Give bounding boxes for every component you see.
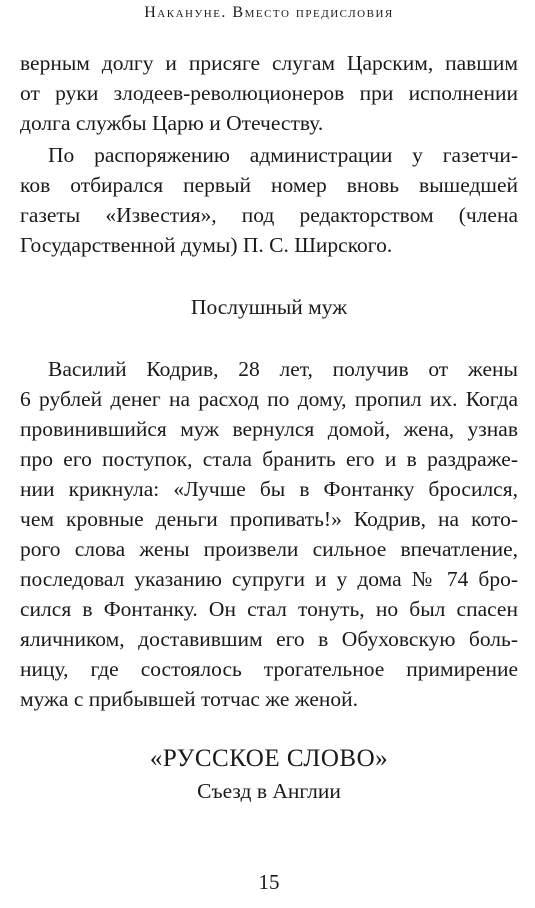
page-number: 15 bbox=[258, 870, 280, 894]
text-line: По распоряжению администрации у газетчи- bbox=[48, 143, 518, 167]
text-line: 6 рублей денег на расход по дому, пропил их. Когда bbox=[20, 387, 518, 411]
text-line: про его поступок, стала бранить его и в раздраже- bbox=[20, 447, 518, 471]
text-line: Государственной думы) П. С. Ширского. bbox=[20, 233, 393, 257]
text-line: Василий Кодрив, 28 лет, получив от жены bbox=[48, 357, 518, 381]
running-head: Накануне. Вместо предисловия bbox=[144, 4, 394, 21]
text-line: сился в Фонтанку. Он стал тонуть, но был спасен bbox=[20, 597, 518, 621]
text-line: ницу, где состоялось трогательное примирение bbox=[20, 657, 518, 681]
text-line: рого слова жены произвели сильное впечатление, bbox=[20, 537, 518, 561]
book-page bbox=[20, 0, 518, 908]
text-line: верным долгу и присяге слугам Царским, павшим bbox=[20, 51, 518, 75]
text-line: яличником, доставившим его в Обуховскую боль- bbox=[20, 627, 518, 651]
section-heading: Съезд в Англии bbox=[197, 779, 341, 803]
text-line: долга службы Царю и Отечеству. bbox=[20, 111, 324, 135]
text-line: ков отбирался первый номер вновь вышедшей bbox=[20, 173, 518, 197]
text-line: последовал указанию супруги и у дома № 74 бро- bbox=[20, 567, 518, 591]
section-heading: Послушный муж bbox=[190, 295, 348, 319]
text-line: нии крикнула: «Лучше бы в Фонтанку бросился, bbox=[20, 477, 518, 501]
text-line: провинившийся муж вернулся домой, жена, узнав bbox=[20, 417, 518, 441]
text-line: газеты «Известия», под редакторством (члена bbox=[20, 203, 518, 227]
text-line: от руки злодеев-революционеров при исполнении bbox=[20, 81, 518, 105]
text-line: чем кровные деньги пропивать!» Кодрив, на кото- bbox=[20, 507, 518, 531]
newspaper-heading: «РУССКОЕ СЛОВО» bbox=[149, 745, 389, 772]
text-line: мужа с прибывшей тотчас же женой. bbox=[20, 687, 359, 711]
